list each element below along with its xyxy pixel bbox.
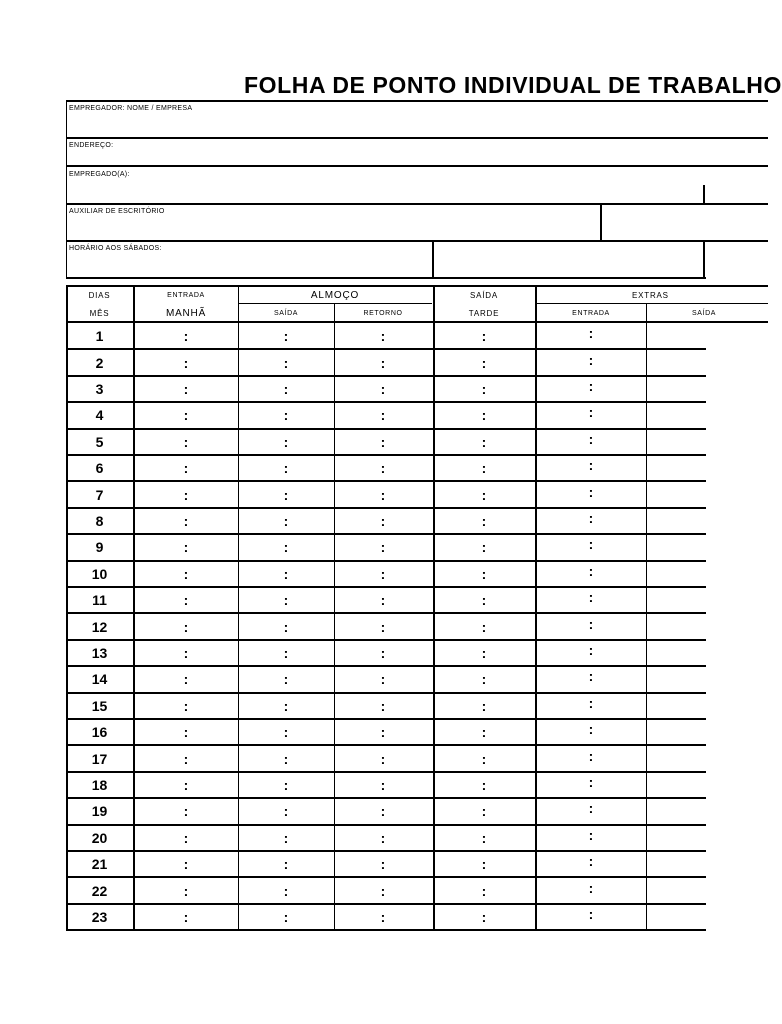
divider	[703, 185, 705, 205]
time-field[interactable]: :	[588, 747, 594, 764]
time-field[interactable]: :	[588, 509, 594, 526]
time-field[interactable]: :	[481, 618, 487, 635]
time-field[interactable]: :	[481, 776, 487, 793]
time-field[interactable]: :	[380, 856, 386, 873]
day-number: 20	[91, 829, 108, 846]
header-saida: SAÍDA	[469, 290, 498, 300]
empregador-label: EMPREGADOR: NOME / EMPRESA	[69, 105, 193, 112]
time-field[interactable]: :	[283, 433, 289, 450]
time-field[interactable]: :	[283, 565, 289, 582]
divider	[66, 100, 67, 279]
day-number: 1	[95, 328, 104, 345]
time-field[interactable]: :	[183, 433, 189, 450]
time-field[interactable]: :	[588, 483, 594, 500]
grid-line	[66, 285, 768, 287]
divider	[703, 240, 705, 279]
time-field[interactable]: :	[183, 407, 189, 424]
day-number: 6	[95, 460, 104, 477]
day-number: 4	[95, 407, 104, 424]
horario-sabados-label: HORÁRIO AOS SÁBADOS:	[69, 245, 162, 252]
time-field[interactable]: :	[588, 615, 594, 632]
time-field[interactable]: :	[380, 512, 386, 529]
time-field[interactable]: :	[183, 486, 189, 503]
time-field[interactable]: :	[481, 380, 487, 397]
time-field[interactable]: :	[481, 486, 487, 503]
time-field[interactable]: :	[183, 829, 189, 846]
time-field[interactable]: :	[283, 803, 289, 820]
time-field[interactable]: :	[588, 879, 594, 896]
day-number: 13	[91, 644, 108, 661]
time-field[interactable]: :	[380, 380, 386, 397]
time-field[interactable]: :	[183, 697, 189, 714]
time-field[interactable]: :	[380, 908, 386, 925]
header-mes: MÊS	[89, 308, 110, 318]
time-field[interactable]: :	[183, 882, 189, 899]
time-field[interactable]: :	[481, 803, 487, 820]
funcao-label: AUXILIAR DE ESCRITÓRIO	[69, 208, 165, 215]
time-field[interactable]: :	[588, 589, 594, 606]
header-manha: MANHÃ	[165, 307, 207, 319]
time-field[interactable]: :	[283, 328, 289, 345]
day-number: 10	[91, 565, 108, 582]
time-field[interactable]: :	[183, 328, 189, 345]
time-field[interactable]: :	[481, 354, 487, 371]
time-field[interactable]: :	[283, 882, 289, 899]
time-field[interactable]: :	[481, 512, 487, 529]
day-number: 8	[95, 512, 104, 529]
time-field[interactable]: :	[283, 856, 289, 873]
divider	[432, 240, 434, 279]
divider	[66, 137, 768, 139]
time-field[interactable]: :	[283, 460, 289, 477]
day-number: 14	[91, 671, 108, 688]
time-field[interactable]: :	[380, 724, 386, 741]
time-field[interactable]: :	[183, 460, 189, 477]
day-number: 22	[91, 882, 108, 899]
time-field[interactable]: :	[183, 380, 189, 397]
time-field[interactable]: :	[481, 433, 487, 450]
time-field[interactable]: :	[380, 433, 386, 450]
time-field[interactable]: :	[283, 618, 289, 635]
time-field[interactable]: :	[283, 592, 289, 609]
time-field[interactable]: :	[380, 803, 386, 820]
time-field[interactable]: :	[481, 460, 487, 477]
grid-line	[536, 303, 768, 304]
time-field[interactable]: :	[183, 512, 189, 529]
header-extras: EXTRAS	[632, 290, 669, 300]
time-field[interactable]: :	[481, 882, 487, 899]
time-field[interactable]: :	[481, 671, 487, 688]
divider	[600, 203, 602, 242]
time-field[interactable]: :	[481, 908, 487, 925]
time-field[interactable]: :	[183, 592, 189, 609]
time-field[interactable]: :	[481, 539, 487, 556]
time-field[interactable]: :	[481, 856, 487, 873]
time-field[interactable]: :	[380, 829, 386, 846]
time-field[interactable]: :	[183, 644, 189, 661]
time-field[interactable]: :	[588, 826, 594, 843]
time-field[interactable]: :	[588, 853, 594, 870]
divider	[66, 100, 768, 102]
header-extras-saida: SAÍDA	[692, 309, 717, 317]
time-field[interactable]: :	[380, 407, 386, 424]
time-field[interactable]: :	[481, 697, 487, 714]
time-field[interactable]: :	[588, 641, 594, 658]
time-field[interactable]: :	[380, 328, 386, 345]
time-field[interactable]: :	[183, 856, 189, 873]
time-field[interactable]: :	[283, 908, 289, 925]
time-field[interactable]: :	[481, 750, 487, 767]
time-field[interactable]: :	[588, 562, 594, 579]
header-extras-entrada: ENTRADA	[572, 309, 610, 317]
time-field[interactable]: :	[283, 697, 289, 714]
day-number: 2	[95, 354, 104, 371]
time-field[interactable]: :	[380, 486, 386, 503]
divider	[66, 277, 706, 279]
divider	[66, 203, 768, 205]
time-field[interactable]: :	[380, 565, 386, 582]
day-number: 19	[91, 803, 108, 820]
time-field[interactable]: :	[380, 539, 386, 556]
header-tarde: TARDE	[468, 308, 500, 318]
time-field[interactable]: :	[283, 539, 289, 556]
time-field[interactable]: :	[588, 536, 594, 553]
time-field[interactable]: :	[588, 721, 594, 738]
grid-line	[646, 303, 647, 930]
header-entrada: ENTRADA	[167, 291, 205, 299]
empregado-label: EMPREGADO(A):	[69, 171, 130, 178]
time-field[interactable]: :	[183, 539, 189, 556]
time-field[interactable]: :	[588, 325, 594, 342]
time-field[interactable]: :	[283, 407, 289, 424]
time-field[interactable]: :	[183, 354, 189, 371]
time-field[interactable]: :	[380, 592, 386, 609]
time-field[interactable]: :	[183, 803, 189, 820]
day-number: 17	[91, 750, 108, 767]
day-number: 3	[95, 380, 104, 397]
day-number: 7	[95, 486, 104, 503]
time-field[interactable]: :	[588, 773, 594, 790]
day-number: 5	[95, 433, 104, 450]
time-field[interactable]: :	[380, 460, 386, 477]
time-field[interactable]: :	[380, 671, 386, 688]
time-field[interactable]: :	[481, 328, 487, 345]
time-field[interactable]: :	[588, 694, 594, 711]
time-field[interactable]: :	[283, 724, 289, 741]
header-almoco-retorno: RETORNO	[363, 309, 403, 317]
time-field[interactable]: :	[481, 724, 487, 741]
time-field[interactable]: :	[588, 430, 594, 447]
time-field[interactable]: :	[380, 776, 386, 793]
time-field[interactable]: :	[283, 776, 289, 793]
day-number: 9	[95, 539, 104, 556]
time-field[interactable]: :	[380, 697, 386, 714]
header-almoco: ALMOÇO	[310, 289, 360, 301]
time-field[interactable]: :	[183, 750, 189, 767]
time-field[interactable]: :	[183, 618, 189, 635]
time-field[interactable]: :	[283, 750, 289, 767]
grid-line	[238, 303, 432, 304]
time-field[interactable]: :	[588, 668, 594, 685]
time-field[interactable]: :	[380, 750, 386, 767]
time-field[interactable]: :	[283, 644, 289, 661]
time-field[interactable]: :	[481, 565, 487, 582]
day-number: 15	[91, 697, 108, 714]
time-field[interactable]: :	[283, 512, 289, 529]
page-title: FOLHA DE PONTO INDIVIDUAL DE TRABALHO	[244, 72, 782, 98]
time-field[interactable]: :	[283, 671, 289, 688]
header-almoco-saida: SAÍDA	[273, 309, 298, 317]
time-field[interactable]: :	[588, 800, 594, 817]
time-field[interactable]: :	[183, 671, 189, 688]
day-number: 23	[91, 908, 108, 925]
time-field[interactable]: :	[183, 724, 189, 741]
divider	[66, 165, 768, 167]
time-field[interactable]: :	[588, 351, 594, 368]
time-field[interactable]: :	[380, 882, 386, 899]
endereco-label: ENDEREÇO:	[69, 142, 114, 149]
day-number: 18	[91, 776, 108, 793]
time-field[interactable]: :	[283, 829, 289, 846]
time-field[interactable]: :	[283, 354, 289, 371]
header-dias: DIAS	[88, 290, 111, 300]
time-field[interactable]: :	[481, 592, 487, 609]
time-field[interactable]: :	[588, 404, 594, 421]
day-number: 16	[91, 724, 108, 741]
time-field[interactable]: :	[481, 407, 487, 424]
day-number: 12	[91, 618, 108, 635]
time-field[interactable]: :	[588, 457, 594, 474]
time-field[interactable]: :	[481, 829, 487, 846]
time-field[interactable]: :	[380, 354, 386, 371]
time-field[interactable]: :	[380, 618, 386, 635]
time-field[interactable]: :	[481, 644, 487, 661]
day-number: 21	[91, 856, 108, 873]
time-field[interactable]: :	[283, 486, 289, 503]
time-field[interactable]: :	[588, 905, 594, 922]
time-field[interactable]: :	[183, 776, 189, 793]
time-field[interactable]: :	[283, 380, 289, 397]
time-field[interactable]: :	[588, 377, 594, 394]
time-field[interactable]: :	[183, 908, 189, 925]
time-field[interactable]: :	[183, 565, 189, 582]
divider	[66, 240, 768, 242]
day-number: 11	[92, 592, 107, 609]
time-field[interactable]: :	[380, 644, 386, 661]
